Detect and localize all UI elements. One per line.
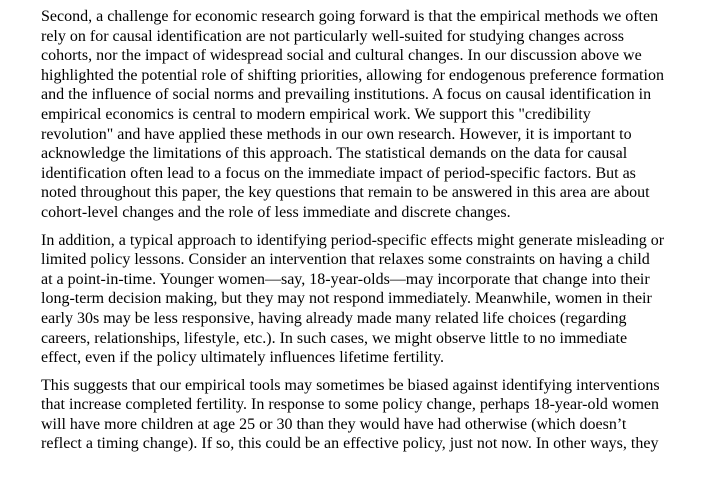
paragraph: This suggests that our empirical tools may sometimes be biased against identifying interventions that increase completed fertility. In response to some policy change, perhaps 18-year-old women will have more children at age 25 or 30 than they would have had otherwise (which doesn’t reflect a timing change). If so, this could be an effective policy, just not now. In other ways, they <box>41 376 660 453</box>
paragraph: Second, a challenge for economic research going forward is that the empirical methods we often rely on for causal identification are not particularly well-suited for studying changes across cohorts, nor the impact of widespread social and cultural changes. In our discussion above we highlighted the potential role of shifting priorities, allowing for endogenous preference formation and the influence of social norms and prevailing institutions. A focus on causal identification in empirical economics is central to modern empirical work. We support this "credibility revolution" and have applied these methods in our own research. However, it is important to acknowledge the limitations of this approach. The statistical demands on the data for causal identification often lead to a focus on the immediate impact of period-specific factors. But as noted throughout this paper, the key questions that remain to be answered in this area are about cohort-level changes and the role of less immediate and discrete changes. <box>41 8 664 221</box>
body-text <box>41 7 690 454</box>
paragraph: In addition, a typical approach to identifying period-specific effects might generate misleading or limited policy lessons. Consider an intervention that relaxes some constraints on having a child at a point-in-time. Younger women—say, 18-year-olds—may incorporate that change into their long-term decision making, but they may not respond immediately. Meanwhile, women in their early 30s may be less responsive, having already made many related life choices (regarding careers, relationships, lifestyle, etc.). In such cases, we might observe little to no immediate effect, even if the policy ultimately influences lifetime fertility. <box>41 231 665 367</box>
